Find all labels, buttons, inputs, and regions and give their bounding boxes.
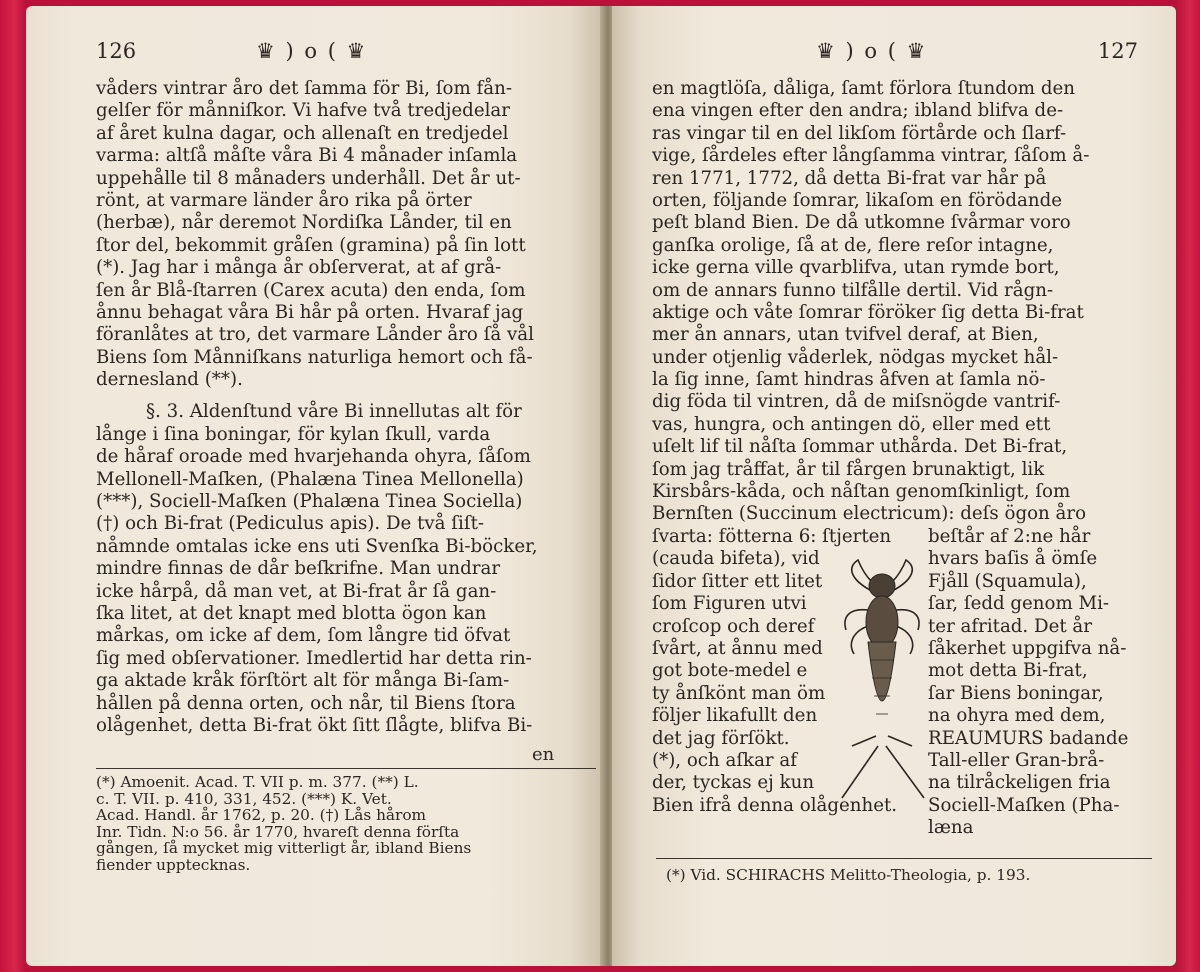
left-body-text [96, 78, 596, 737]
figure-block [652, 526, 1152, 846]
text-line: gelſer för månniſkor. Vi hafve två tredjedelar [96, 100, 510, 122]
right-page-number: 127 [1097, 39, 1138, 63]
left-header-ornament: ♛ ) o ( ♛ [256, 39, 368, 63]
text-line: ſig med obſervationer. Imedlertid har detta rin- [96, 647, 532, 669]
right-header-ornament: ♛ ) o ( ♛ [816, 39, 928, 63]
figure-text-line: Fjåll (Squamula), [928, 570, 1087, 592]
text-line: icke gerna ville qvarblifva, utan rymde bort, [652, 257, 1060, 279]
figure-text-line: na tilråckeligen fria [928, 772, 1111, 794]
text-line: varma: altſå måſte våra Bi 4 månader inſamla [96, 145, 518, 167]
figure-text-line: (cauda bifeta), vid [652, 548, 820, 570]
text-line: om de annars funno tilfålle dertil. Vid rågn- [652, 279, 1054, 301]
figure-text-line: ſåkerhet uppgifva nå- [928, 637, 1127, 659]
text-line: våders vintrar åro det ſamma för Bi, ſom fån- [96, 78, 512, 99]
text-line: ſtor del, bekommit gråſen (gramina) på ſin lott [96, 234, 526, 256]
text-line: aktige och våte ſomrar föröker ſig detta Bi-frat [652, 301, 1084, 323]
figure-text-line: Bien ifrå denna olågenhet. [652, 794, 898, 816]
text-line: orten, följande ſomrar, likaſom en förödande [652, 189, 1062, 211]
footnote-line: (*) Amoenit. Acad. T. VII p. m. 377. (**) L. [96, 773, 419, 791]
figure-text-line: Sociell-Maſken (Pha- [928, 794, 1120, 816]
paragraph-gap [96, 391, 596, 401]
text-line: mårkas, om icke af dem, ſom långre tid öfvat [96, 625, 511, 647]
figure-text-line: REAUMURS badande [928, 727, 1129, 749]
text-line: ſom jag tråffat, år til fårgen brunaktigt, lik [652, 458, 1045, 480]
figure-text-line: hvars baſis å ömſe [928, 548, 1098, 570]
text-line: (***), Sociell-Maſken (Phalæna Tinea Sociella) [96, 491, 523, 513]
figure-text-line: ſar Biens boningar, [928, 682, 1104, 704]
text-line: peſt bland Bien. De då utkomne ſvårmar voro [652, 212, 1071, 234]
text-line: dernesland (**). [96, 369, 243, 391]
figure-text-line: ſar, ſedd genom Mi- [928, 593, 1110, 615]
text-line: (*). Jag har i många år obſerverat, at af grå- [96, 257, 502, 279]
footnote-line: Inr. Tidn. N:o 56. år 1770, hvareſt denna förſta [96, 822, 460, 841]
figure-text-line: læna [928, 817, 974, 839]
figure-text-line: ty ånſkönt man öm [652, 682, 826, 704]
text-line: en magtlöſa, dåliga, ſamt förlora ſtundom den [652, 78, 1075, 99]
text-line: mer ån annars, utan tvifvel deraf, at Bien, [652, 324, 1039, 346]
text-line: mindre finnas de dår beſkrifne. Man undrar [96, 558, 501, 580]
figure-text-line: ſvårt, at ånnu med [652, 637, 823, 659]
right-footnote: (*) Vid. SCHIRACHS Melitto-Theologia, p. 193. [666, 866, 1031, 884]
text-line: la ſig inne, ſamt hindras åfven at ſamla nö- [652, 369, 1046, 391]
text-line: ena vingen efter den andra; ibland blifva de- [652, 100, 1064, 122]
figure-text-line: ſidor ſitter ett litet [652, 570, 823, 592]
text-line: vas, hungra, och antingen dö, eller med ett [652, 413, 1051, 435]
text-line: de håraf oroade med hvarjehanda ohyra, ſåſom [96, 446, 531, 468]
text-line: ånnu behagat våra Bi hår på orten. Hvaraf jag [96, 301, 524, 323]
text-line: (†) och Bi-frat (Pediculus apis). De två ſiſt- [96, 513, 485, 535]
figure-right-text [928, 526, 1128, 839]
text-line: uppehålle til 8 månaders underhåll. Det år ut- [96, 167, 521, 189]
footnote-line: fiender upptecknas. [96, 855, 251, 874]
text-line: hållen på denna orten, och når, til Biens ſtora [96, 692, 516, 714]
text-line: nåmnde omtalas icke ens uti Svenſka Bi-böcker, [96, 535, 538, 557]
text-line: rönt, at varmare länder åro rika på örter [96, 189, 472, 211]
text-line: dig föda til vintren, då de miſsnögde vantrif- [652, 391, 1061, 413]
figure-text-line: beſtår af 2:ne hår [928, 526, 1091, 547]
figure-text-line: na ohyra med dem, [928, 705, 1106, 727]
figure-text-line: (*), och aſkar af [652, 749, 797, 771]
footnote-line: c. T. VII. p. 410, 331, 452. (***) K. Vet. [96, 789, 392, 808]
text-line: ſen år Blå-ſtarren (Carex acuta) den enda, ſom [96, 279, 526, 301]
text-line: ga aktade kråk förſtört alt för många Bi-ſam- [96, 670, 510, 692]
left-footnote-rule [96, 768, 596, 769]
left-catchword: en [532, 744, 555, 765]
right-footnote-rule [656, 858, 1152, 859]
text-line: långe i ſina boningar, för kylan ſkull, varda [96, 423, 491, 445]
text-line: ras vingar til en del likſom förtårde och ſlarf- [652, 122, 1067, 144]
text-line: olågenhet, detta Bi-frat ökt ſitt ſlågte, blifva Bi- [96, 714, 533, 736]
footnote-line: gången, ſå mycket mig vitterligt år, ibland Biens [96, 839, 472, 858]
text-line: föranlåtes at tro, det varmare Lånder åro ſå vål [96, 324, 534, 346]
left-page-number: 126 [96, 39, 137, 63]
text-line: icke hårpå, då man vet, at Bi-frat år ſå gan- [96, 580, 497, 602]
text-line: vige, ſårdeles efter långſamma vintrar, ſåſom å- [652, 145, 1090, 167]
figure-text-line: ter afritad. Det år [928, 615, 1092, 637]
text-line: Biens ſom Månniſkans naturliga hemort och få- [96, 346, 533, 368]
right-body-text [652, 78, 1152, 526]
left-page-header [96, 36, 586, 66]
figure-text-line: mot detta Bi-frat, [928, 660, 1088, 682]
text-line: Kirsbårs-kåda, och nåſtan genomſkinligt, ſom [652, 481, 1071, 503]
text-line: ſka litet, at det knapt med blotta ögon kan [96, 602, 487, 624]
figure-text-line: got bote-medel e [652, 660, 808, 682]
bee-louse-figure [832, 550, 932, 810]
figure-text-line: croſcop och deref [652, 615, 815, 637]
left-footnotes [96, 774, 596, 874]
figure-text-line: ſom Figuren utvi [652, 593, 807, 615]
text-line: Mellonell-Maſken, (Phalæna Tinea Mellonella) [96, 468, 524, 490]
figure-text-line: ſvarta: fötterna 6: ſtjerten [652, 526, 892, 547]
right-page [612, 6, 1176, 966]
figure-text-line: det jag förſökt. [652, 727, 790, 749]
text-line: ren 1771, 1772, då detta Bi-frat var hår på [652, 167, 1047, 189]
figure-text-line: följer likafullt den [652, 705, 818, 727]
text-line: uſelt lif til nåſta ſommar uthårda. Det Bi-frat, [652, 436, 1068, 458]
text-line: under otjenlig våderlek, nödgas mycket hål- [652, 346, 1059, 368]
text-line: Bernſten (Succinum electricum): deſs ögon åro [652, 503, 1087, 525]
text-line: §. 3. Aldenſtund våre Bi innellutas alt för [146, 401, 522, 423]
footnote-line: Acad. Handl. år 1762, p. 20. (†) Lås hårom [96, 806, 427, 825]
figure-text-line: Tall-eller Gran-brå- [928, 749, 1105, 771]
figure-text-line: der, tyckas ej kun [652, 772, 815, 794]
right-page-header [648, 36, 1138, 66]
text-line: (herbæ), når deremot Nordiſka Lånder, til en [96, 212, 512, 234]
left-page [26, 6, 604, 966]
text-line: af året kulna dagar, och allenaſt en tredjedel [96, 122, 509, 144]
text-line: ganſka orolige, ſå at de, flere reſor intagne, [652, 234, 1054, 256]
